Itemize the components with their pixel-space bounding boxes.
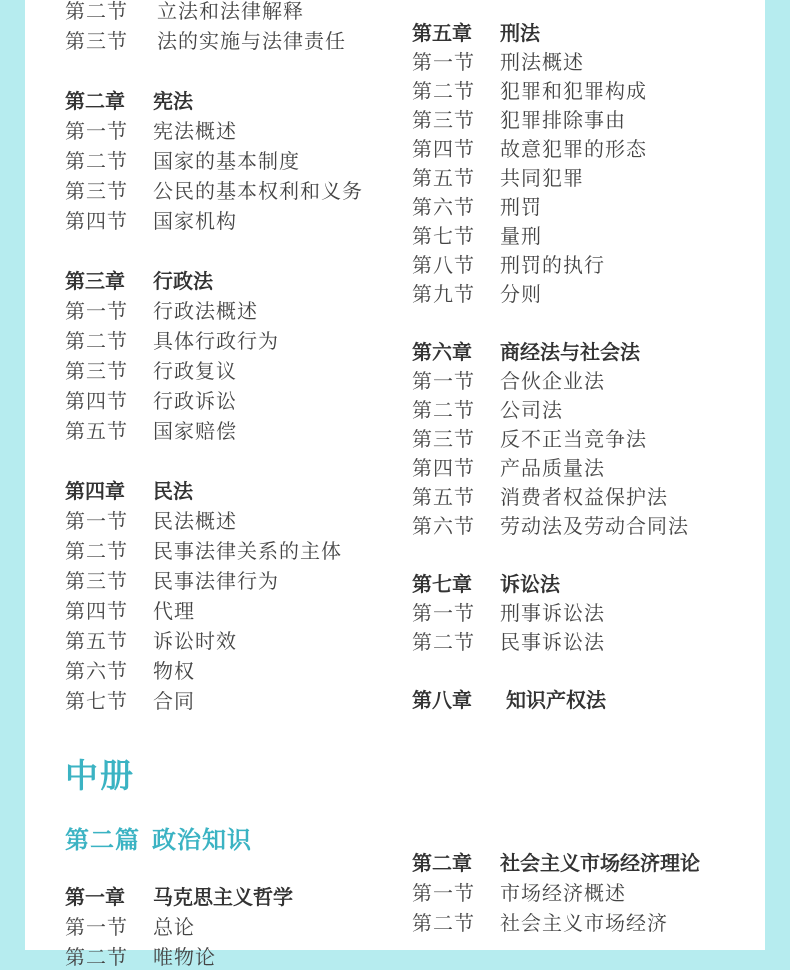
section-title: 公司法 <box>500 398 563 422</box>
section-number: 第七节 <box>65 689 128 713</box>
section-title: 国家的基本制度 <box>153 149 300 173</box>
section-title: 国家赔偿 <box>153 419 237 443</box>
section-number: 第三节 <box>65 359 128 383</box>
section-item <box>65 944 216 970</box>
section-title: 宪法概述 <box>153 119 237 143</box>
chapter-number: 第八章 <box>412 688 472 712</box>
section-title: 行政法概述 <box>153 299 258 323</box>
section-number: 第三节 <box>65 569 128 593</box>
section-item <box>412 49 584 75</box>
section-title: 具体行政行为 <box>153 329 279 353</box>
section-number: 第二节 <box>412 398 475 422</box>
chapter-title: 宪法 <box>153 89 193 113</box>
section-item <box>65 0 304 24</box>
section-title: 分则 <box>500 282 542 306</box>
section-number: 第一节 <box>65 299 128 323</box>
part-title: 政治知识 <box>152 826 252 854</box>
section-number: 第二节 <box>412 911 475 935</box>
section-item <box>65 358 237 384</box>
chapter-number: 第二章 <box>65 89 125 113</box>
section-title: 法的实施与法律责任 <box>157 29 346 53</box>
section-title: 产品质量法 <box>500 456 605 480</box>
part-number: 第二篇 <box>65 826 140 854</box>
section-item <box>412 455 605 481</box>
section-item <box>412 513 689 539</box>
section-title: 民事诉讼法 <box>500 630 605 654</box>
chapter-title: 社会主义市场经济理论 <box>500 851 700 875</box>
section-number: 第六节 <box>65 659 128 683</box>
section-item <box>65 914 195 940</box>
section-item <box>412 368 605 394</box>
section-title: 犯罪和犯罪构成 <box>500 79 647 103</box>
section-item <box>65 118 237 144</box>
chapter-number: 第三章 <box>65 269 125 293</box>
section-item <box>412 223 542 249</box>
section-item <box>65 208 237 234</box>
section-number: 第六节 <box>412 514 475 538</box>
section-title: 立法和法律解释 <box>157 0 304 23</box>
chapter-heading <box>412 850 700 876</box>
section-title: 民事法律行为 <box>153 569 279 593</box>
section-number: 第一节 <box>412 881 475 905</box>
chapter-title: 知识产权法 <box>506 688 606 712</box>
section-title: 劳动法及劳动合同法 <box>500 514 689 538</box>
section-title: 民事法律关系的主体 <box>153 539 342 563</box>
chapter-number: 第六章 <box>412 340 472 364</box>
section-item <box>412 78 647 104</box>
section-item <box>65 298 258 324</box>
section-number: 第二节 <box>412 79 475 103</box>
section-item <box>412 281 542 307</box>
section-number: 第四节 <box>412 137 475 161</box>
chapter-title: 商经法与社会法 <box>500 340 640 364</box>
volume-heading: 中册 <box>65 756 135 795</box>
chapter-heading <box>65 268 213 294</box>
chapter-title: 行政法 <box>153 269 213 293</box>
section-number: 第五节 <box>412 485 475 509</box>
section-number: 第六节 <box>412 195 475 219</box>
section-title: 社会主义市场经济 <box>500 911 668 935</box>
section-number: 第三节 <box>65 29 128 53</box>
section-number: 第五节 <box>412 166 475 190</box>
chapter-number: 第四章 <box>65 479 125 503</box>
part-heading <box>65 820 252 855</box>
chapter-heading <box>65 884 293 910</box>
section-title: 消费者权益保护法 <box>500 485 668 509</box>
section-title: 唯物论 <box>153 945 216 969</box>
section-item <box>65 538 342 564</box>
section-number: 第五节 <box>65 419 128 443</box>
section-number: 第九节 <box>412 282 475 306</box>
chapter-number: 第五章 <box>412 21 472 45</box>
section-number: 第四节 <box>412 456 475 480</box>
section-number: 第一节 <box>412 50 475 74</box>
section-number: 第三节 <box>65 179 128 203</box>
section-number: 第一节 <box>65 915 128 939</box>
section-item <box>412 165 584 191</box>
section-number: 第二节 <box>65 539 128 563</box>
section-title: 刑事诉讼法 <box>500 601 605 625</box>
section-title: 故意犯罪的形态 <box>500 137 647 161</box>
chapter-heading <box>412 20 540 46</box>
chapter-heading <box>412 339 640 365</box>
section-number: 第二节 <box>65 945 128 969</box>
toc-page <box>25 0 765 969</box>
section-item <box>412 194 542 220</box>
section-item <box>65 418 237 444</box>
chapter-title: 刑法 <box>500 21 540 45</box>
section-number: 第一节 <box>412 369 475 393</box>
section-item <box>412 252 605 278</box>
chapter-heading <box>412 687 606 713</box>
section-number: 第三节 <box>412 427 475 451</box>
section-title: 公民的基本权利和义务 <box>153 179 363 203</box>
section-item <box>412 484 668 510</box>
section-number: 第四节 <box>65 599 128 623</box>
chapter-heading <box>412 571 560 597</box>
section-title: 总论 <box>153 915 195 939</box>
chapter-title: 马克思主义哲学 <box>153 885 293 909</box>
section-number: 第八节 <box>412 253 475 277</box>
section-number: 第三节 <box>412 108 475 132</box>
section-item <box>412 880 626 906</box>
section-title: 代理 <box>153 599 195 623</box>
section-item <box>412 136 647 162</box>
section-title: 市场经济概述 <box>500 881 626 905</box>
section-number: 第二节 <box>65 329 128 353</box>
chapter-number: 第一章 <box>65 885 125 909</box>
section-number: 第四节 <box>65 389 128 413</box>
section-number: 第七节 <box>412 224 475 248</box>
section-title: 民法概述 <box>153 509 237 533</box>
section-item <box>65 148 300 174</box>
section-item <box>65 568 279 594</box>
section-title: 刑法概述 <box>500 50 584 74</box>
section-title: 行政复议 <box>153 359 237 383</box>
chapter-number: 第二章 <box>412 851 472 875</box>
section-number: 第二节 <box>65 0 128 23</box>
section-title: 刑罚的执行 <box>500 253 605 277</box>
section-title: 合同 <box>153 689 195 713</box>
chapter-number: 第七章 <box>412 572 472 596</box>
section-number: 第一节 <box>65 509 128 533</box>
section-number: 第一节 <box>65 119 128 143</box>
section-number: 第四节 <box>65 209 128 233</box>
section-title: 行政诉讼 <box>153 389 237 413</box>
section-item <box>65 328 279 354</box>
section-title: 反不正当竞争法 <box>500 427 647 451</box>
section-item <box>412 600 605 626</box>
section-item <box>412 629 605 655</box>
section-title: 国家机构 <box>153 209 237 233</box>
section-item <box>65 388 237 414</box>
section-item <box>65 688 195 714</box>
section-title: 刑罚 <box>500 195 542 219</box>
section-item <box>65 28 346 54</box>
section-item <box>65 628 237 654</box>
section-title: 物权 <box>153 659 195 683</box>
section-number: 第二节 <box>65 149 128 173</box>
section-number: 第一节 <box>412 601 475 625</box>
section-title: 诉讼时效 <box>153 629 237 653</box>
chapter-title: 民法 <box>153 479 193 503</box>
section-item <box>412 426 647 452</box>
section-number: 第五节 <box>65 629 128 653</box>
section-item <box>65 178 363 204</box>
section-item <box>412 910 668 936</box>
section-title: 合伙企业法 <box>500 369 605 393</box>
section-item <box>65 508 237 534</box>
section-number: 第二节 <box>412 630 475 654</box>
chapter-heading <box>65 478 193 504</box>
section-title: 共同犯罪 <box>500 166 584 190</box>
chapter-title: 诉讼法 <box>500 572 560 596</box>
section-title: 犯罪排除事由 <box>500 108 626 132</box>
section-item <box>412 397 563 423</box>
section-item <box>65 598 195 624</box>
section-item <box>412 107 626 133</box>
section-title: 量刑 <box>500 224 542 248</box>
chapter-heading <box>65 88 193 114</box>
section-item <box>65 658 195 684</box>
